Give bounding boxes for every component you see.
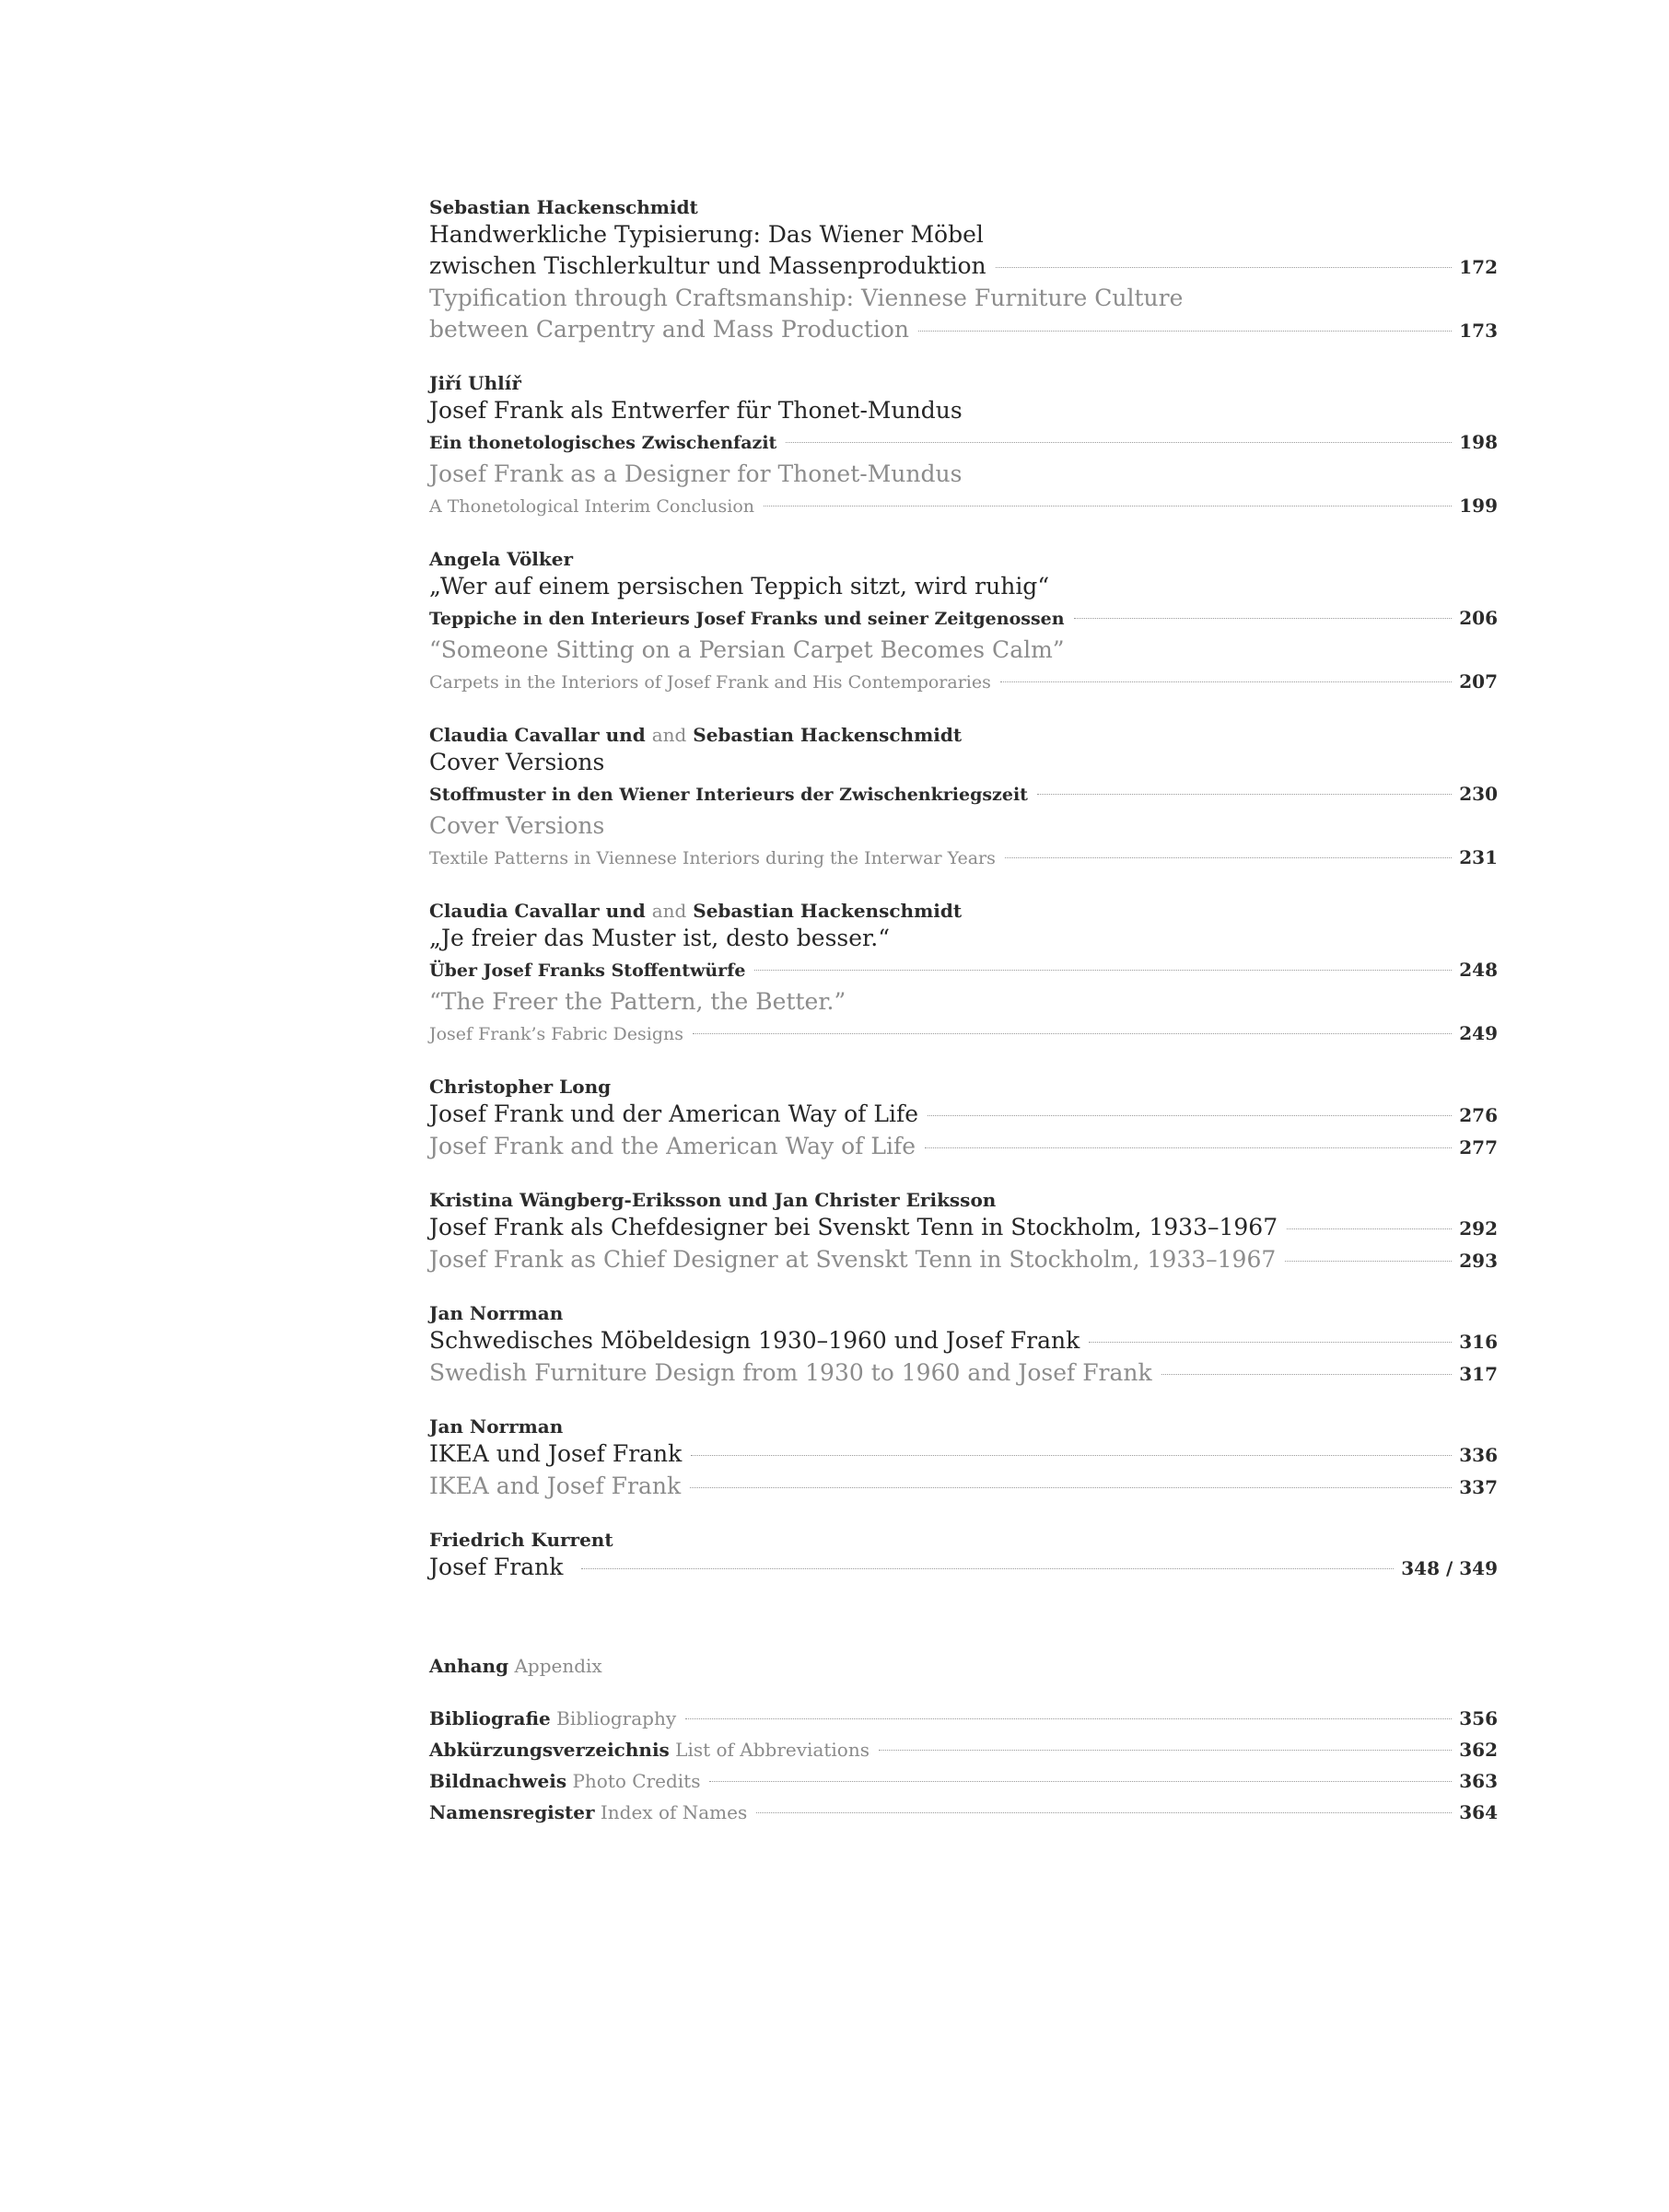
toc-line[interactable] [429, 666, 1498, 698]
page-number: 317 [1459, 1363, 1498, 1385]
toc-line[interactable] [429, 490, 1498, 522]
dot-leader [1005, 857, 1452, 858]
dot-leader [1089, 1342, 1452, 1343]
entry-author: Angela Völker [429, 548, 574, 570]
en-title: Cover Versions [429, 812, 605, 839]
dot-leader [709, 1781, 1452, 1782]
page-number: 199 [1459, 495, 1498, 517]
de-title: zwischen Tischlerkultur und Massenproduktion [429, 252, 986, 279]
toc-line[interactable] [429, 1552, 1498, 1584]
de-title: Josef Frank als Chefdesigner bei Svenskt Tenn in Stockholm, 1933–1967 [429, 1214, 1278, 1240]
dot-leader [581, 1568, 1394, 1569]
de-subtitle: Über Josef Franks Stoffentwürfe [429, 960, 746, 981]
dot-leader [756, 1812, 1452, 1813]
toc-line[interactable] [429, 1212, 1498, 1244]
toc-line[interactable] [429, 1471, 1498, 1503]
de-title: Josef Frank als Entwerfer für Thonet-Mundus [429, 397, 963, 424]
dot-leader [879, 1750, 1452, 1751]
en-title: Josef Frank as a Designer for Thonet-Mundus [429, 460, 963, 487]
dot-leader [754, 970, 1452, 971]
appendix-section [429, 1653, 1498, 1828]
page-number: 230 [1459, 783, 1498, 805]
toc-line[interactable] [429, 1325, 1498, 1357]
toc-line[interactable] [429, 1131, 1498, 1163]
dot-leader [693, 1033, 1452, 1034]
appendix-item[interactable]: Bildnachweis Photo Credits 363 [429, 1765, 1498, 1797]
en-title: Typification through Craftsmanship: Viennese Furniture Culture [429, 285, 1184, 311]
dot-leader [1000, 681, 1452, 682]
page-number: 231 [1459, 846, 1498, 868]
entry-author: Sebastian Hackenschmidt [429, 196, 698, 218]
entry-author: Jiří Uhlíř [429, 372, 521, 394]
page-number: 173 [1459, 320, 1498, 342]
de-subtitle: Teppiche in den Interieurs Josef Franks und seiner Zeitgenossen [429, 609, 1065, 629]
dot-leader [918, 331, 1452, 332]
toc-line[interactable] [429, 842, 1498, 874]
en-title: “The Freer the Pattern, the Better.” [429, 988, 846, 1015]
de-title: IKEA und Josef Frank [429, 1440, 683, 1467]
en-title: between Carpentry and Mass Production [429, 316, 910, 343]
page-number: 363 [1459, 1770, 1498, 1792]
dot-leader [1037, 794, 1452, 795]
page-number: 292 [1459, 1217, 1498, 1240]
dot-leader [996, 267, 1453, 268]
de-title: Josef Frank und der American Way of Life [429, 1100, 918, 1127]
toc-entry [429, 371, 1498, 522]
de-title: Josef Frank [429, 1554, 564, 1580]
entry-author: Jan Norrman [429, 1302, 564, 1324]
toc-line[interactable] [429, 1099, 1498, 1131]
dot-leader [691, 1455, 1452, 1456]
en-title: Swedish Furniture Design from 1930 to 1960 and Josef Frank [429, 1359, 1152, 1386]
toc-entry [429, 1188, 1498, 1276]
appendix-item[interactable]: Bibliografie Bibliography 356 [429, 1703, 1498, 1734]
page-number: 198 [1459, 431, 1498, 453]
page-number: 293 [1459, 1250, 1498, 1272]
page-number: 337 [1459, 1476, 1498, 1498]
dot-leader [1161, 1374, 1453, 1375]
dot-leader [786, 442, 1452, 443]
entry-author: Kristina Wängberg-Eriksson und Jan Christer Eriksson [429, 1189, 997, 1211]
de-title: Cover Versions [429, 749, 605, 775]
toc-line[interactable] [429, 1357, 1498, 1390]
toc-line[interactable] [429, 602, 1498, 634]
toc-entry [429, 899, 1498, 1050]
de-subtitle: Stoffmuster in den Wiener Interieurs der Zwischenkriegszeit [429, 785, 1028, 805]
dot-leader [1287, 1228, 1452, 1229]
en-title: Josef Frank and the American Way of Life [429, 1133, 916, 1159]
entry-author: Jan Norrman [429, 1415, 564, 1438]
toc-line[interactable] [429, 778, 1498, 810]
toc-line[interactable] [429, 1244, 1498, 1276]
de-title: „Wer auf einem persischen Teppich sitzt, wird ruhig“ [429, 573, 1050, 600]
entry-author: Christopher Long [429, 1076, 612, 1098]
page-number: 356 [1459, 1707, 1498, 1729]
page-number: 336 [1459, 1444, 1498, 1466]
entry-author: Claudia Cavallar und and Sebastian Hackenschmidt [429, 724, 963, 746]
toc-line[interactable] [429, 250, 1498, 283]
toc-line[interactable] [429, 954, 1498, 986]
page-number: 348 / 349 [1401, 1557, 1498, 1579]
page-number: 316 [1459, 1331, 1498, 1353]
page-number: 362 [1459, 1739, 1498, 1761]
en-subtitle: Carpets in the Interiors of Josef Frank and His Contemporaries [429, 672, 991, 693]
toc-entry [429, 1075, 1498, 1163]
appendix-item[interactable]: Namensregister Index of Names 364 [429, 1797, 1498, 1828]
page-number: 364 [1459, 1801, 1498, 1823]
toc-entry [429, 195, 1498, 346]
table-of-contents [429, 195, 1498, 1828]
toc-line[interactable] [429, 1018, 1498, 1050]
toc-line[interactable] [429, 314, 1498, 346]
page-number: 249 [1459, 1022, 1498, 1044]
en-subtitle: A Thonetological Interim Conclusion [429, 496, 755, 517]
toc-entry [429, 1528, 1498, 1584]
dot-leader [1285, 1261, 1452, 1262]
appendix-heading: Anhang Appendix [429, 1655, 602, 1677]
en-title: IKEA and Josef Frank [429, 1473, 682, 1499]
page-number: 206 [1459, 607, 1498, 629]
page-number: 207 [1459, 670, 1498, 693]
dot-leader [928, 1115, 1452, 1116]
de-title: „Je freier das Muster ist, desto besser.“ [429, 925, 890, 951]
toc-line[interactable] [429, 1438, 1498, 1471]
toc-line[interactable] [429, 426, 1498, 459]
dot-leader [1074, 618, 1453, 619]
page-number: 276 [1459, 1104, 1498, 1126]
page-number: 172 [1459, 256, 1498, 278]
en-title: “Someone Sitting on a Persian Carpet Becomes Calm” [429, 636, 1065, 663]
de-title: Handwerkliche Typisierung: Das Wiener Möbel [429, 221, 984, 248]
appendix-item[interactable]: Abkürzungsverzeichnis List of Abbreviations 362 [429, 1734, 1498, 1765]
toc-entry [429, 723, 1498, 874]
de-title: Schwedisches Möbeldesign 1930–1960 und Josef Frank [429, 1327, 1080, 1354]
dot-leader [685, 1718, 1452, 1719]
en-subtitle: Textile Patterns in Viennese Interiors during the Interwar Years [429, 848, 996, 868]
entry-author: Friedrich Kurrent [429, 1529, 613, 1551]
entry-author: Claudia Cavallar und and Sebastian Hackenschmidt [429, 900, 963, 922]
dot-leader [690, 1487, 1452, 1488]
de-subtitle: Ein thonetologisches Zwischenfazit [429, 433, 777, 453]
toc-entry [429, 1301, 1498, 1390]
en-subtitle: Josef Frank’s Fabric Designs [429, 1024, 683, 1044]
dot-leader [925, 1147, 1452, 1148]
toc-entry [429, 1415, 1498, 1503]
en-title: Josef Frank as Chief Designer at Svenskt Tenn in Stockholm, 1933–1967 [429, 1246, 1277, 1273]
page-number: 277 [1459, 1136, 1498, 1158]
page-number: 248 [1459, 959, 1498, 981]
toc-entry [429, 547, 1498, 698]
